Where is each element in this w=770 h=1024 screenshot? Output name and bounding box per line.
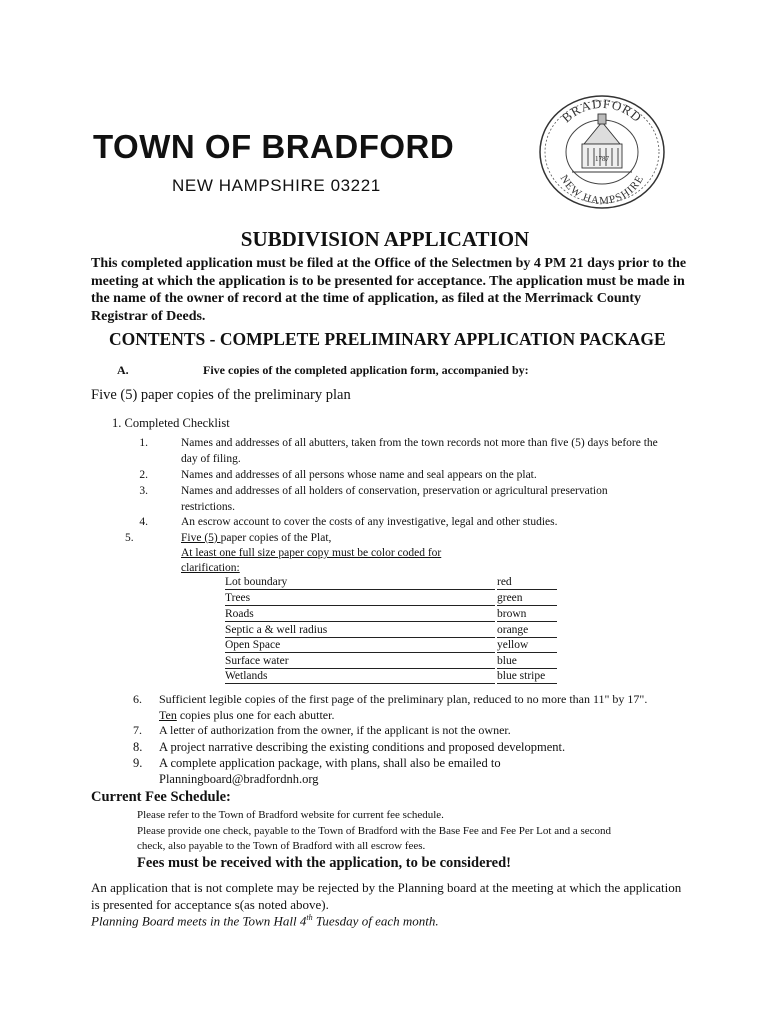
color-value: brown <box>497 607 557 622</box>
item6-line1 <box>159 692 699 723</box>
checklist-num-6: 6. <box>133 692 142 706</box>
checklist-item-6 <box>133 692 693 724</box>
fees-notice: Fees must be received with the application, to be considered! <box>137 855 512 871</box>
intro-paragraph: This completed application must be filed at the Office of the Selectmen by 4 PM 21 days prior to the meeting at which the application is to be presented for acceptance. The application must be made in the name of the owner of record at the time of application, as filed at the Merrimack County Registrar of Deeds. <box>91 256 687 324</box>
state-zip: NEW HAMPSHIRE 03221 <box>172 176 381 195</box>
color-label: Lot boundary <box>225 575 495 590</box>
color-value: green <box>497 591 557 606</box>
color-label: Trees <box>225 591 495 606</box>
item9-line1: A complete application package, with plans, shall also be emailed to <box>159 756 501 770</box>
contents-heading: CONTENTS - COMPLETE PRELIMINARY APPLICATION PACKAGE <box>109 329 666 349</box>
item7-text: A letter of authorization from the owner, if the applicant is not the owner. <box>159 723 511 737</box>
item8-text: A project narrative describing the existing conditions and proposed development. <box>159 740 566 754</box>
color-value: blue stripe <box>497 669 557 684</box>
item5-rest: paper copies of the Plat, <box>220 532 332 544</box>
pb-sup: th <box>306 913 313 922</box>
pb-pre: Planning Board meets in the Town Hall 4 <box>91 913 307 929</box>
item5-line2: At least one full size paper copy must be color coded for <box>181 547 442 559</box>
color-value: orange <box>497 623 557 638</box>
seal-top-text: BRADFORD <box>558 95 646 126</box>
checklist-num-2: 2. <box>139 469 148 481</box>
item9-lines <box>159 756 699 787</box>
ten-underlined: Ten <box>159 707 177 722</box>
fee-line-2: Please provide one check, payable to the Town of Bradford with the Base Fee and Fee Per Lot and a second <box>137 825 612 837</box>
color-value: blue <box>497 654 557 669</box>
planning-board-meeting <box>91 913 439 929</box>
fee-line-3: check, also payable to the Town of Bradford with all escrow fees. <box>137 840 426 852</box>
checklist-num-7: 7. <box>133 723 142 737</box>
color-label: Roads <box>225 607 495 622</box>
checklist-item-4: An escrow account to cover the costs of any investigative, legal and other studies. <box>181 516 558 528</box>
five-underlined: Five (5) <box>181 532 221 544</box>
pb-post: Tuesday of each month. <box>312 913 439 929</box>
section-a-label: A. <box>117 363 129 377</box>
section-a-text: Five copies of the completed application form, accompanied by: <box>203 363 529 377</box>
checklist-num-3: 3. <box>139 485 148 497</box>
checklist-item-2: Names and addresses of all persons whose name and seal appears on the plat. <box>181 469 537 481</box>
color-label: Wetlands <box>225 669 495 684</box>
town-title: TOWN OF BRADFORD <box>93 128 455 165</box>
checklist-heading: 1. Completed Checklist <box>112 416 230 430</box>
closing-paragraph: An application that is not complete may be rejected by the Planning board at the meeting at which the application is presented for acceptance s(as noted above). <box>91 880 682 912</box>
color-label: Surface water <box>225 654 495 669</box>
fee-line-1: Please refer to the Town of Bradford website for current fee schedule. <box>137 809 444 821</box>
page-title: SUBDIVISION APPLICATION <box>240 227 530 251</box>
item6-rest: copies plus one for each abutter. <box>176 707 335 722</box>
color-label: Open Space <box>225 638 495 653</box>
checklist-num-9: 9. <box>133 756 143 770</box>
checklist-num-8: 8. <box>133 740 143 754</box>
color-value: yellow <box>497 638 557 653</box>
checklist-num-1: 1. <box>139 437 148 449</box>
color-value: red <box>497 575 557 590</box>
planning-board-email[interactable]: Planningboard@bradfordnh.org <box>159 771 319 786</box>
checklist-item-1: Names and addresses of all abutters, taken from the town records not more than five (5) days before the day of filing. <box>181 437 658 465</box>
paper-copies-line: Five (5) paper copies of the preliminary plan <box>91 387 351 403</box>
fee-schedule-heading: Current Fee Schedule: <box>91 789 231 805</box>
seal-building-icon <box>572 114 632 172</box>
color-label: Septic a & well radius <box>225 623 495 638</box>
town-seal <box>536 92 668 210</box>
checklist-item-9 <box>133 756 693 790</box>
item5-line3: clarification: <box>181 562 240 574</box>
seal-bottom-text: NEW HAMPSHIRE <box>557 172 647 208</box>
checklist-item-5 <box>181 531 331 547</box>
checklist-num-5: 5. <box>125 532 134 544</box>
seal-year: 1787 <box>595 155 609 163</box>
item6-line1-text: Sufficient legible copies of the first page of the preliminary plan, reduced to no more than 11" by 17". <box>159 692 648 706</box>
checklist-item-3: Names and addresses of all holders of conservation, preservation or agricultural preservation restrictions. <box>181 485 608 513</box>
checklist-num-4: 4. <box>139 516 148 528</box>
